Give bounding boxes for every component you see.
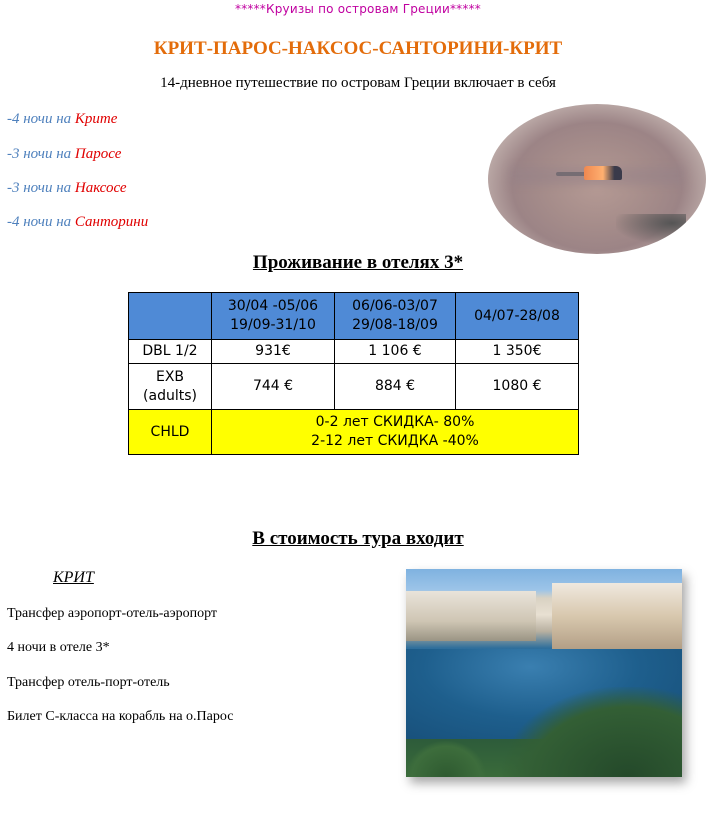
row-label: CHLD	[129, 410, 212, 455]
table-row	[129, 340, 579, 364]
row-label: DBL 1/2	[129, 340, 212, 364]
ferry-sunset-image	[488, 104, 706, 254]
included-subtitle-crete: КРИТ	[53, 569, 94, 586]
price-cell: 1 106 €	[335, 340, 456, 364]
price-cell: 744 €	[212, 364, 335, 410]
price-cell: 884 €	[335, 364, 456, 410]
nights-prefix: -3 ночи на	[7, 180, 75, 196]
header-cell-period-1: 30/04 -05/06 19/09-31/10	[212, 293, 335, 340]
nights-prefix: -4 ночи на	[7, 214, 75, 230]
itinerary-item-santorini	[7, 214, 148, 231]
island-name: Крите	[74, 111, 118, 127]
header-cell-period-3: 04/07-28/08	[456, 293, 579, 340]
cruise-banner: *****Круизы по островам Греции*****	[235, 2, 481, 16]
itinerary-item-paros	[7, 146, 121, 163]
accommodation-title: Проживание в отелях 3*	[252, 252, 464, 273]
included-title: В стоимость тура входит	[252, 528, 464, 549]
included-item: Билет С-класса на корабль на о.Парос	[7, 709, 234, 724]
included-item: Трансфер аэропорт-отель-аэропорт	[7, 606, 218, 621]
row-label: EXB (adults)	[129, 364, 212, 410]
intro-text: 14-дневное путешествие по островам Греции включает в себя	[160, 75, 556, 91]
table-row-child	[129, 410, 579, 455]
price-cell: 1080 €	[456, 364, 579, 410]
price-table	[128, 292, 579, 455]
price-cell: 1 350€	[456, 340, 579, 364]
table-row	[129, 364, 579, 410]
price-cell: 931€	[212, 340, 335, 364]
island-name: Санторини	[74, 214, 149, 230]
itinerary-item-naxos	[7, 180, 127, 197]
included-item: Трансфер отель-порт-отель	[7, 675, 170, 690]
child-discount-cell: 0-2 лет СКИДКА- 80% 2-12 лет СКИДКА -40%	[212, 410, 579, 455]
header-cell-period-2: 06/06-03/07 29/08-18/09	[335, 293, 456, 340]
island-name: Наксосе	[74, 180, 127, 196]
island-name: Паросе	[74, 146, 122, 162]
included-item: 4 ночи в отеле 3*	[7, 640, 110, 655]
table-header-row	[129, 293, 579, 340]
route-title: КРИТ-ПАРОС-НАКСОС-САНТОРИНИ-КРИТ	[153, 38, 563, 59]
itinerary-item-crete	[7, 111, 117, 128]
harbor-image	[406, 569, 682, 777]
header-cell-empty	[129, 293, 212, 340]
nights-prefix: -4 ночи на	[7, 111, 75, 127]
nights-prefix: -3 ночи на	[7, 146, 75, 162]
